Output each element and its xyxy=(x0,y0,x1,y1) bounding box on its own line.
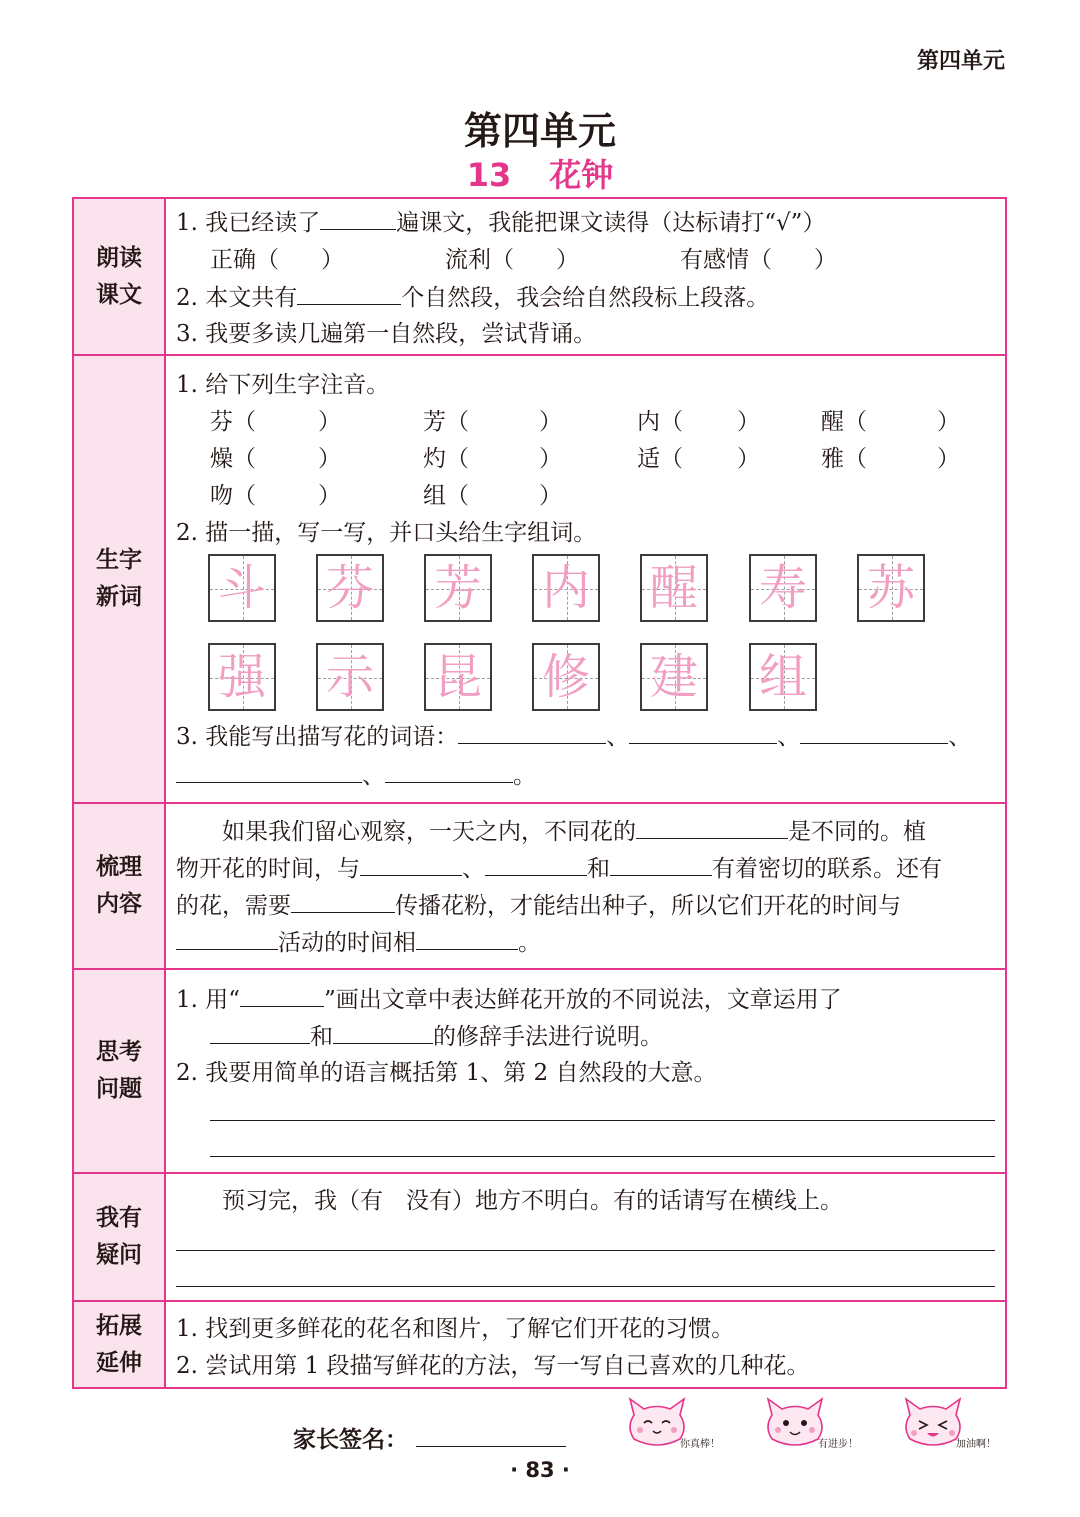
pinyin-box: 芬（ ） xyxy=(210,409,341,435)
page-number: · 83 · xyxy=(510,1458,570,1482)
section-label: 我有 疑问 xyxy=(74,1174,166,1300)
words-item-3-cont: 、 。 xyxy=(176,760,536,791)
words-item-3: 3. 我能写出描写花的词语： 、 、 、 xyxy=(176,721,971,752)
trace-box: 苏 xyxy=(857,554,925,622)
running-header: 第四单元 xyxy=(916,49,1005,74)
section-label: 梳理 内容 xyxy=(74,804,166,968)
content-line-2: 物开花的时间，与 、 和 有着密切的联系。还有 xyxy=(176,853,942,884)
answer-line xyxy=(176,1286,995,1287)
section-extension xyxy=(74,1300,1005,1387)
extension-item-2: 2. 尝试用第 1 段描写鲜花的方法，写一写自己喜欢的几种花。 xyxy=(176,1353,810,1379)
pinyin-box: 适（ ） xyxy=(637,446,760,472)
trace-box: 建 xyxy=(640,643,708,711)
section-label: 思考 问题 xyxy=(74,970,166,1172)
reading-item-3: 3. 我要多读几遍第一自然段，尝试背诵。 xyxy=(176,321,597,347)
section-label: 拓展 延伸 xyxy=(74,1302,166,1387)
sticker-cat-3: 加油啊！ xyxy=(898,1395,1013,1455)
sticker-cat-1: 你真棒！ xyxy=(622,1395,737,1455)
pinyin-box: 芳（ ） xyxy=(423,409,562,435)
lesson-name: 花钟 xyxy=(549,156,614,194)
trace-box: 芳 xyxy=(424,554,492,622)
thinking-item-2: 2. 我要用简单的语言概括第 1、第 2 自然段的大意。 xyxy=(176,1060,717,1086)
extension-item-1: 1. 找到更多鲜花的花名和图片，了解它们开花的习惯。 xyxy=(176,1316,735,1342)
answer-line xyxy=(210,1156,995,1157)
parent-signature: 家长签名： xyxy=(293,1421,566,1454)
trace-box: 醒 xyxy=(640,554,708,622)
content-line-1: 如果我们留心观察，一天之内，不同花的 是不同的。植 xyxy=(222,816,926,847)
sticker-cat-2: 有进步！ xyxy=(760,1395,875,1455)
pinyin-box: 雅（ ） xyxy=(821,446,960,472)
questions-text: 预习完，我（有 没有）地方不明白。有的话请写在横线上。 xyxy=(222,1188,843,1214)
reading-item-1: 1. 我已经读了 遍课文，我能把课文读得（达标请打“√”） xyxy=(176,207,825,238)
trace-box: 修 xyxy=(532,643,600,711)
reading-item-2: 2. 本文共有 个自然段，我会给自然段标上段落。 xyxy=(176,282,769,313)
content-line-4: 活动的时间相 。 xyxy=(176,927,541,958)
content-line-3: 的花，需要 传播花粉，才能结出种子，所以它们开花的时间与 xyxy=(176,890,901,921)
words-item-2: 2. 描一描，写一写，并口头给生字组词。 xyxy=(176,520,597,546)
unit-title: 第四单元 xyxy=(463,109,616,153)
trace-box: 昆 xyxy=(424,643,492,711)
check-emotion: 有感情（ ） xyxy=(680,247,837,273)
thinking-item-1: 1. 用“ ”画出文章中表达鲜花开放的不同说法，文章运用了 xyxy=(176,984,842,1015)
lesson-number: 13 xyxy=(466,156,512,194)
pinyin-box: 内（ ） xyxy=(637,409,760,435)
trace-box: 示 xyxy=(316,643,384,711)
section-questions xyxy=(74,1172,1005,1300)
section-content xyxy=(74,802,1005,968)
answer-line xyxy=(176,1250,995,1251)
thinking-item-1-cont: 和 的修辞手法进行说明。 xyxy=(210,1021,663,1052)
section-words xyxy=(74,354,1005,802)
signature-blank[interactable] xyxy=(416,1424,566,1447)
pinyin-box: 吻（ ） xyxy=(210,483,341,509)
pinyin-box: 醒（ ） xyxy=(821,409,960,435)
section-label: 生字 新词 xyxy=(74,356,166,802)
pinyin-box: 灼（ ） xyxy=(423,446,562,472)
trace-box: 芬 xyxy=(316,554,384,622)
pinyin-box: 组（ ） xyxy=(423,483,562,509)
trace-box: 寿 xyxy=(749,554,817,622)
section-thinking xyxy=(74,968,1005,1172)
check-fluent: 流利（ ） xyxy=(445,247,579,273)
trace-box: 斗 xyxy=(208,554,276,622)
section-reading xyxy=(74,199,1005,354)
trace-box: 组 xyxy=(749,643,817,711)
pinyin-box: 燥（ ） xyxy=(210,446,341,472)
section-label: 朗读 课文 xyxy=(74,199,166,354)
lesson-title xyxy=(0,150,1080,196)
answer-line xyxy=(210,1120,995,1121)
trace-box: 强 xyxy=(208,643,276,711)
check-correct: 正确（ ） xyxy=(210,247,344,273)
worksheet-table xyxy=(72,197,1007,1389)
words-item-1: 1. 给下列生字注音。 xyxy=(176,372,390,398)
trace-box: 内 xyxy=(532,554,600,622)
